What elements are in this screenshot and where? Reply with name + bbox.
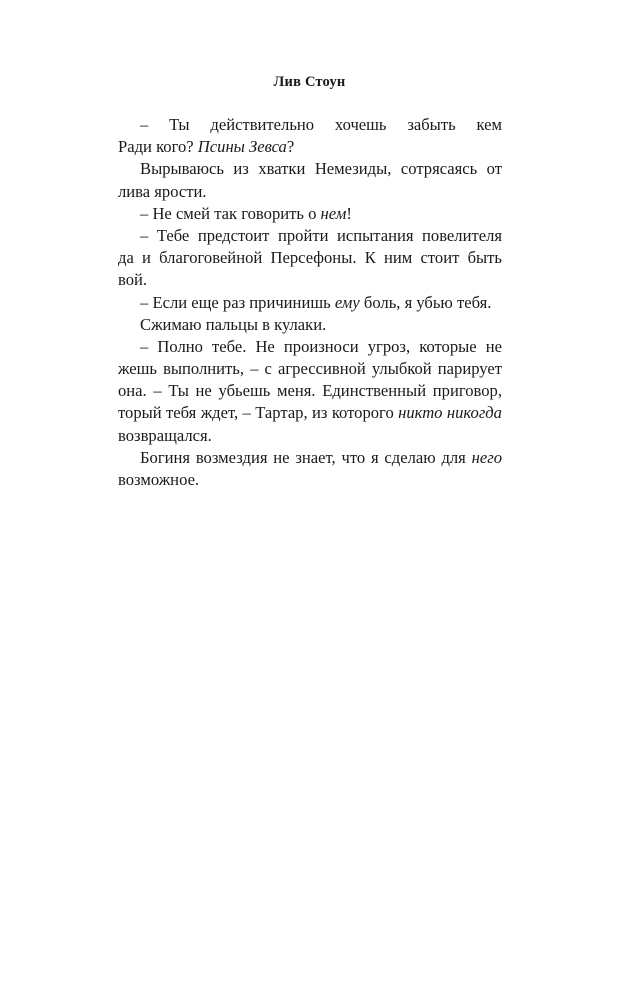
text-line [118, 247, 502, 269]
text-run: ! [346, 203, 352, 223]
text-run: – Если еще раз причинишь [140, 292, 335, 312]
text-line [118, 425, 502, 447]
italic-emphasis: ему [334, 292, 360, 312]
text-run: Богиня возмездия не знает, что я сделаю для [140, 447, 472, 467]
text-run: вой. [118, 270, 148, 290]
text-line [118, 336, 502, 358]
text-run: боль, я убью тебя. [359, 292, 492, 312]
text-line [118, 314, 502, 336]
text-run: Вырываюсь из хватки Немезиды, сотрясаясь от [140, 159, 502, 179]
text-run: жешь выполнить, – с агрессивной улыбкой парирует [118, 359, 502, 379]
text-line [118, 402, 502, 424]
text-line [118, 114, 502, 136]
body-text [118, 114, 502, 491]
italic-emphasis: никто никогда [398, 403, 502, 423]
text-run: – Ты действительно хочешь забыть кем [140, 115, 502, 134]
text-run: лива ярости. [118, 181, 207, 201]
text-run: Сжимаю пальцы в кулаки. [140, 314, 327, 334]
italic-emphasis: него [471, 447, 502, 467]
text-line [118, 181, 502, 203]
text-line [118, 358, 502, 380]
text-run: возвращался. [118, 425, 212, 445]
text-line [118, 158, 502, 180]
text-line [118, 469, 502, 491]
running-header: Лив Стоун [273, 74, 346, 90]
text-line [118, 225, 502, 247]
text-line [118, 203, 502, 225]
text-line [118, 447, 502, 469]
text-run: возможное. [118, 470, 200, 489]
text-run: Ради кого? [118, 137, 198, 157]
text-line [118, 136, 502, 158]
text-line [118, 269, 502, 291]
text-line [118, 380, 502, 402]
text-run: – Не смей так говорить о [140, 203, 321, 223]
italic-emphasis: нем [320, 203, 347, 223]
text-run: – Полно тебе. Не произноси угроз, которые не [140, 336, 502, 356]
text-run: – Тебе предстоит пройти испытания повелителя [140, 225, 502, 245]
italic-emphasis: Псины Зевса [197, 137, 287, 157]
text-run: да и благоговейной Персефоны. К ним стоит быть [118, 248, 502, 268]
text-run: ? [286, 137, 295, 157]
text-run: она. – Ты не убьешь меня. Единственный приговор, [118, 381, 502, 401]
text-run: торый тебя ждет, – Тартар, из которого [118, 403, 399, 423]
text-line [118, 292, 502, 314]
